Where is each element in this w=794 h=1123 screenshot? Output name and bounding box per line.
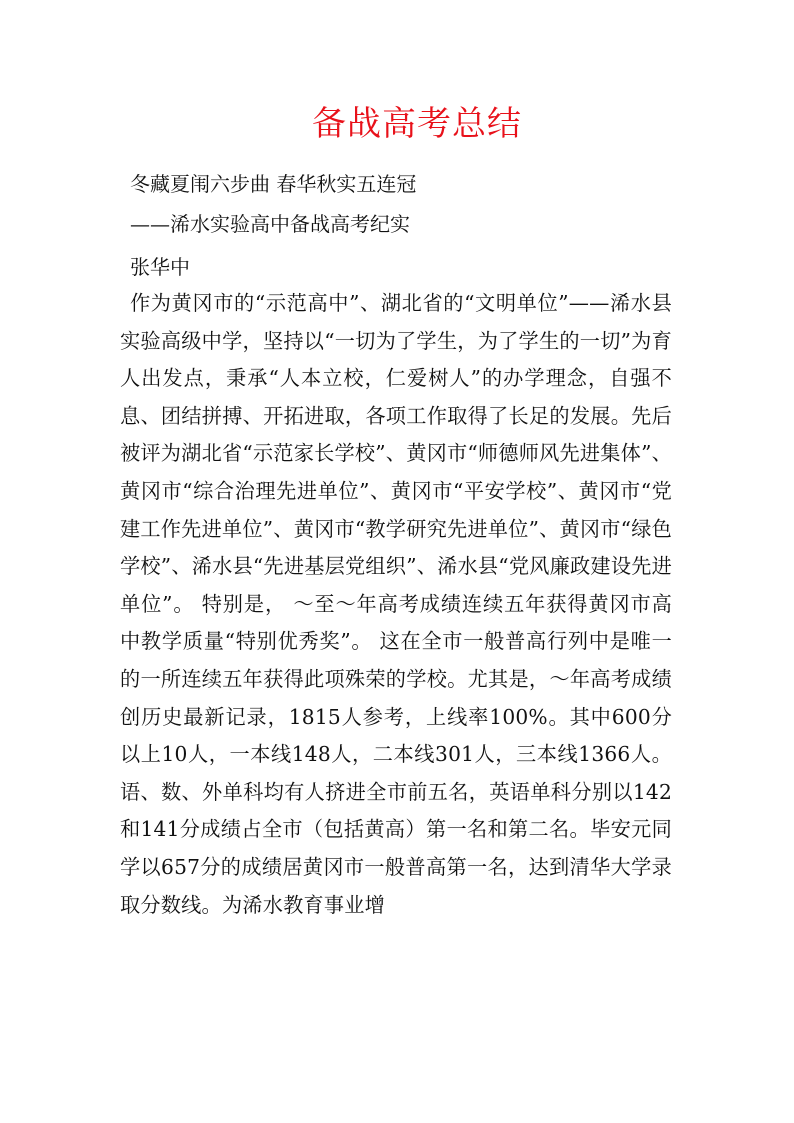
subtitle-line-1: 冬藏夏闱六步曲 春华秋实五连冠 [130, 172, 417, 196]
author-name: 张华中 [130, 255, 190, 279]
document-title [0, 100, 794, 148]
body-paragraph: 作为黄冈市的“示范高中”、湖北省的“文明单位”——浠水县实验高级中学，坚持以“一切为了学生，为了学生的一切”为育人出发点，秉承“人本立校，仁爱树人”的办学理念，自强不息、团结拼搏、开拓进取，各项工作取得了长足的发展。先后被评为湖北省“示范家长学校”、黄冈市“师德师风先进集体”、黄冈市“综合治理先进单位”、黄冈市“平安学校”、黄冈市“党建工作先进单位”、黄冈市“教学研究先进单位”、黄冈市“绿色学校”、浠水县“先进基层党组织”、浠水县“党风廉政建设先进单位”。 特别是， ～至～年高考成绩连续五年获得黄冈市高中教学质量“特别优秀奖”。 这在全市一般普高行列中是唯一的一所连续五年获得此项殊荣的学校。尤其是，～年高考成绩创历史最新记录，1815人参考，上线率100%。其中600分以上10人，一本线148人，二本线301人，三本线1366人。语、数、外单科均有人挤进全市前五名，英语单科分别以142和141分成绩占全市（包括黄高）第一名和第二名。毕安元同学以657分的成绩居黄冈市一般普高第一名，达到清华大学录取分数线。为浠水教育事业增 [120, 291, 672, 917]
document-title-text: 备战高考总结 [312, 104, 522, 144]
subtitle-line-2: ——浠水实验高中备战高考纪实 [130, 212, 410, 236]
